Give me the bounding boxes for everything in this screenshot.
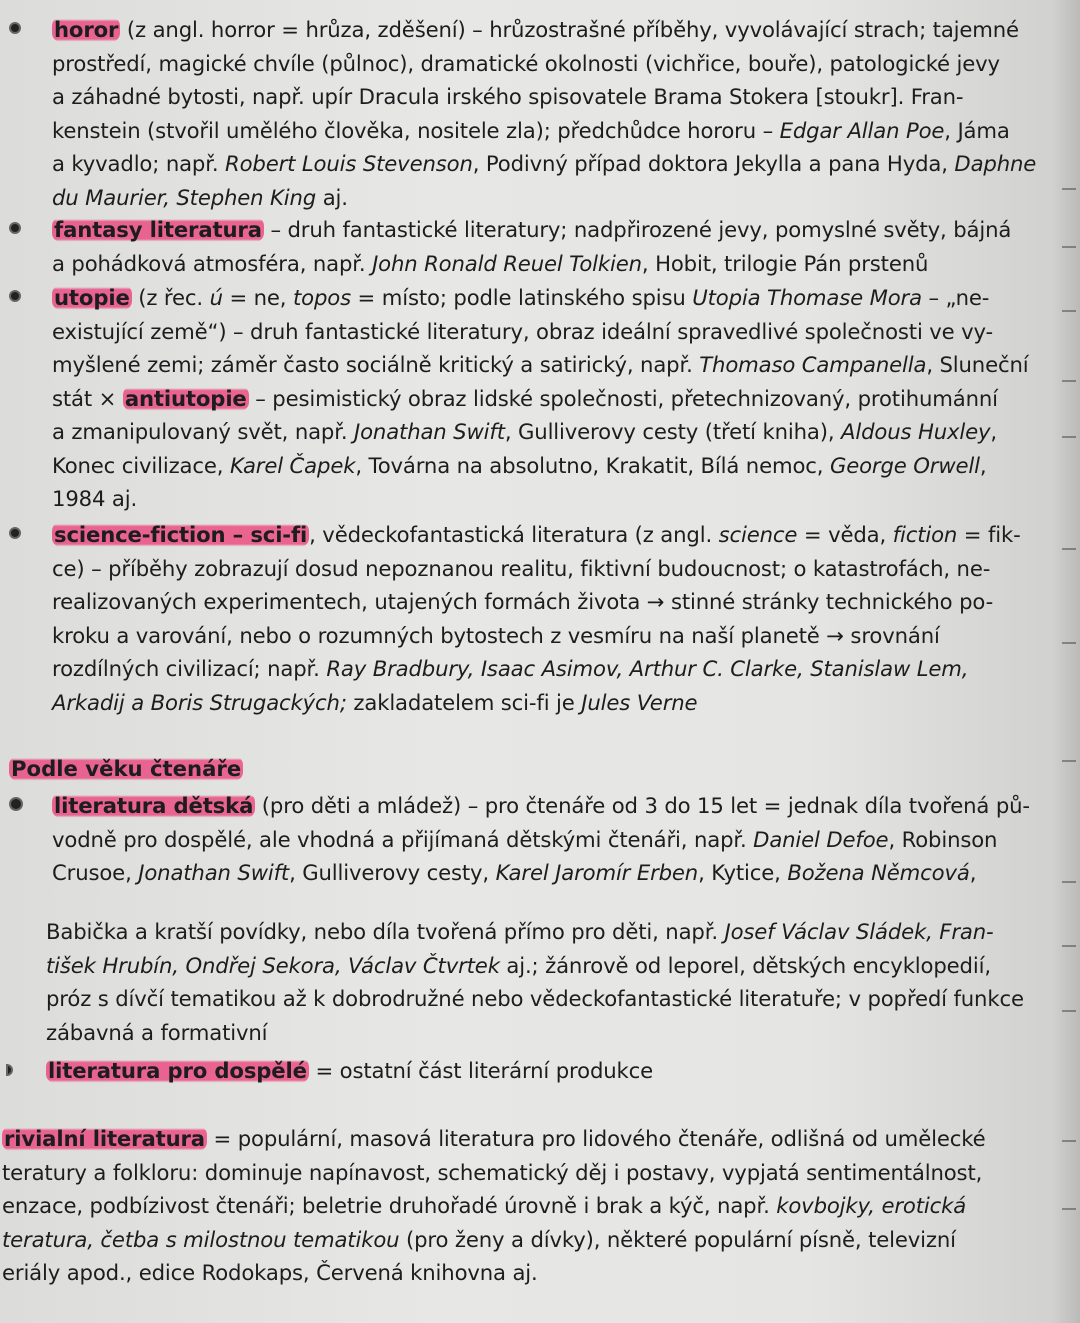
text-line	[52, 281, 1064, 315]
text-line	[52, 823, 1064, 857]
text-line: próz s dívčí tematikou až k dobrodružné nebo vědeckofantastické literatuře; v popředí funkce	[46, 986, 1024, 1011]
text-span: fiction	[892, 522, 958, 547]
text-span: myšlené zemi; záměr často sociálně kritický a satirický, např.	[52, 352, 700, 377]
text-span: , Hobit, trilogie Pán prstenů	[641, 250, 929, 276]
bullet-point	[9, 797, 23, 811]
text-line	[52, 247, 1064, 281]
text-span: ,	[969, 860, 977, 885]
author-name: Edgar Allan Poe	[779, 117, 945, 143]
edge-mark	[1062, 760, 1076, 762]
author-name: Josef Václav Sládek, Fran-	[724, 919, 994, 944]
text-span: , Kytice,	[698, 860, 788, 885]
text-span: enzace, podbízivost čtenáři; beletrie druhořadé úrovně i brak a kýč, např.	[2, 1193, 777, 1218]
entry-detska-continued	[46, 915, 1058, 1049]
text-span: topos	[292, 285, 351, 310]
text-span: , vědeckofantastická literatura (z angl.	[309, 522, 719, 547]
text-span: – pesimistický obraz lidské společnosti, přetechnizovaný, protihumánní	[248, 385, 998, 411]
author-name: George Orwell	[829, 452, 980, 478]
author-name: Aldous Huxley	[841, 419, 991, 444]
text-line	[52, 686, 1064, 720]
text-span: , Továrna na absolutno, Krakatit, Bílá nemoc,	[355, 452, 830, 478]
bullet-point	[9, 527, 21, 539]
text-line	[2, 1189, 1072, 1223]
text-line	[52, 382, 1064, 416]
highlighted-term: fantasy literatura	[54, 217, 262, 242]
text-line	[52, 789, 1064, 823]
text-span: = místo; podle latinského spisu	[350, 285, 693, 310]
entry-fantasy	[52, 213, 1064, 280]
text-span: , Robinson	[888, 826, 998, 852]
text-line	[52, 415, 1064, 449]
text-span: vodně pro dospělé, ale vhodná a přijímaná dětskými čtenáři, např.	[52, 826, 754, 852]
text-line: zábavná a formativní	[46, 1019, 268, 1045]
text-span: = populární, masová literatura pro lidového čtenáře, odlišná od umělecké	[206, 1126, 986, 1151]
edge-mark	[1062, 246, 1076, 248]
text-line	[52, 114, 1064, 148]
text-span: (z řec.	[131, 285, 210, 310]
text-line: kroku a varování, nebo o rozumných bytostech z vesmíru na naší planetě → srovnání	[52, 622, 940, 648]
text-span: science	[718, 522, 798, 547]
text-span: , Gulliverovy cesty (třetí kniha),	[504, 419, 841, 444]
text-span: kovbojky, erotická	[776, 1193, 967, 1218]
text-span: = věda,	[797, 522, 893, 547]
text-span: kenstein (stvořil umělého člověka, nositele zla); předchůdce hororu –	[52, 117, 780, 143]
highlighted-term: rivialní literatura	[4, 1126, 205, 1151]
text-span: (z angl. horror = hrůza, zděšení) – hrůzostrašné příběhy, vyvolávající strach; tajemné	[120, 17, 1019, 42]
text-span: – druh fantastické literatury; nadpřirozené jevy, pomyslné světy, bájná	[263, 217, 1012, 242]
text-span: = ne,	[222, 285, 293, 310]
text-line	[52, 213, 1064, 247]
text-line	[52, 856, 1064, 890]
text-line: existující země“) – druh fantastické literatury, obraz ideální spravedlivé společnosti ve vy-	[52, 318, 994, 344]
entry-detska	[52, 789, 1064, 890]
text-line	[52, 652, 1064, 686]
author-name: Ray Bradbury, Isaac Asimov, Arthur C. Clarke, Stanislaw Lem,	[326, 656, 969, 681]
edge-mark	[1062, 1208, 1076, 1210]
highlighted-heading: Podle věku čtenáře	[11, 756, 242, 781]
text-span: (pro ženy a dívky), některé populární písně, televizní	[399, 1226, 956, 1252]
text-line: eriály apod., edice Rodokaps, Červená knihovna aj.	[2, 1260, 538, 1285]
text-line: realizovaných experimentech, utajených formách života → stinné stránky technického po-	[52, 589, 994, 614]
text-span: , Gulliverovy cesty,	[289, 860, 496, 885]
author-name: Thomaso Campanella	[699, 352, 927, 377]
text-span: , Podivný případ doktora Jekylla a pana Hyda,	[472, 151, 955, 176]
text-span: Babička a kratší povídky, nebo díla tvořená přímo pro děti, např.	[46, 919, 725, 944]
text-span: rozdílných civilizací; např.	[52, 656, 327, 681]
text-line: a záhadné bytosti, např. upír Dracula irského spisovatele Brama Stokera [stoukr]. Fran-	[52, 84, 964, 109]
text-span: – „ne-	[921, 285, 990, 310]
text-span: a kyvadlo; např.	[52, 151, 226, 176]
edge-mark	[1062, 945, 1076, 947]
text-span: aj.	[316, 184, 348, 210]
author-name: tišek Hrubín, Ondřej Sekora, Václav Čtvrtek	[46, 952, 500, 978]
author-name: Arkadij a Boris Strugackých;	[52, 689, 347, 715]
text-span: = ostatní část literární produkce	[308, 1058, 654, 1083]
text-line: teratury a folkloru: dominuje napínavost, schematický děj i postavy, vypjatá sentimentálnost,	[2, 1159, 983, 1185]
text-line	[46, 949, 1058, 983]
edge-mark	[1062, 310, 1076, 312]
text-line	[46, 1054, 1058, 1088]
highlighted-term: antiutopie	[124, 385, 247, 411]
entry-trivialni	[2, 1122, 1072, 1290]
text-line	[52, 518, 1064, 552]
text-line: prostředí, magické chvíle (půlnoc), dramatické okolnosti (vichřice, bouře), patologické jevy	[52, 50, 1000, 76]
text-span: ú	[209, 285, 223, 310]
text-span: ,	[979, 452, 987, 478]
text-line	[52, 449, 1064, 483]
text-line	[2, 1223, 1072, 1257]
text-line	[52, 147, 1064, 181]
author-name: Jonathan Swift	[354, 419, 505, 444]
text-span: ,	[990, 419, 997, 444]
text-span: teratura, četba s milostnou tematikou	[2, 1226, 400, 1252]
edge-mark	[1062, 548, 1076, 550]
author-name: Daphne	[954, 151, 1037, 176]
section-heading	[9, 754, 243, 784]
author-name: Božena Němcová	[787, 860, 970, 885]
text-span: Konec civilizace,	[52, 452, 230, 478]
bullet-point	[9, 222, 21, 234]
text-span: a pohádková atmosféra, např.	[52, 250, 373, 276]
author-name: Karel Jaromír Erben	[495, 860, 699, 885]
text-span: (pro děti a mládež) – pro čtenáře od 3 do 15 let = jednak díla tvořená pů-	[255, 793, 1030, 818]
text-line	[2, 1122, 1072, 1156]
bullet-point	[9, 22, 21, 34]
edge-mark	[1062, 380, 1076, 382]
text-span: , Jáma	[944, 117, 1010, 143]
text-span: zakladatelem sci-fi je	[346, 689, 582, 715]
bullet-point	[6, 1064, 13, 1076]
text-span: aj.; žánrově od leporel, dětských encyklopedií,	[499, 952, 991, 978]
highlighted-term: horor	[54, 17, 119, 42]
text-span: = fik-	[957, 522, 1021, 547]
author-name: Jonathan Swift	[138, 860, 290, 885]
text-line	[46, 915, 1058, 949]
edge-mark	[1062, 1140, 1076, 1142]
highlighted-term: science-fiction – sci-fi	[54, 522, 308, 547]
entry-dospele	[46, 1054, 1058, 1088]
highlighted-term: literatura pro dospělé	[48, 1058, 307, 1083]
text-span: a zmanipulovaný svět, např.	[52, 419, 355, 444]
text-span: Utopia Thomase Mora	[692, 285, 922, 310]
entry-scifi	[52, 518, 1064, 719]
author-name: Daniel Defoe	[753, 826, 889, 852]
bullet-point	[9, 290, 21, 302]
text-line	[52, 181, 1064, 215]
text-span: stát ×	[52, 385, 123, 411]
author-name: Karel Čapek	[229, 452, 356, 478]
text-line: 1984 aj.	[52, 486, 138, 511]
entry-horor	[52, 13, 1064, 214]
edge-mark	[1062, 642, 1076, 644]
text-line: ce) – příběhy zobrazují dosud nepoznanou realitu, fiktivní budoucnost; o katastrofách, ne-	[52, 555, 991, 581]
author-name: Robert Louis Stevenson	[225, 151, 473, 176]
author-name: Jules Verne	[581, 689, 698, 715]
text-line	[52, 348, 1064, 382]
text-span: Crusoe,	[52, 860, 139, 885]
edge-mark	[1062, 436, 1076, 438]
author-name: du Maurier, Stephen King	[52, 184, 317, 210]
entry-utopie	[52, 281, 1064, 516]
text-span: , Sluneční	[926, 352, 1029, 377]
edge-mark	[1062, 881, 1076, 883]
text-line	[52, 13, 1064, 47]
edge-mark	[1062, 188, 1076, 190]
highlighted-term: utopie	[54, 285, 130, 310]
highlighted-term: literatura dětská	[54, 793, 254, 818]
author-name: John Ronald Reuel Tolkien	[372, 250, 642, 276]
edge-mark	[1062, 1010, 1076, 1012]
